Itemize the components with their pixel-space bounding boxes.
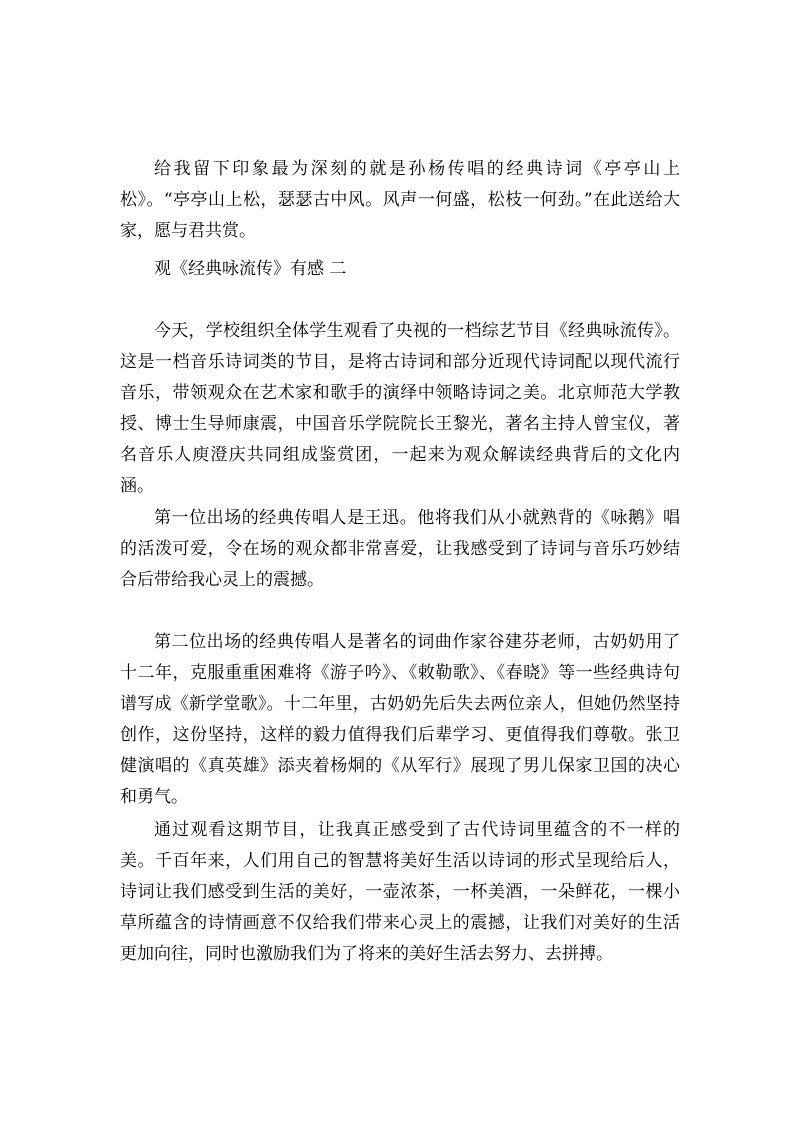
paragraph-3: 第二位出场的经典传唱人是著名的词曲作家谷建芬老师，古奶奶用了十二年，克服重重困难将《游子吟》、《敕勒歌》、《春晓》等一些经典诗句谱写成《新学堂歌》。十二年里，古奶奶先后失去两位亲人，但她仍然坚持创作，这份坚持，这样的毅力值得我们后辈学习、更值得我们尊敬。张卫健演唱的《真英雄》添夹着杨烔的《从军行》展现了男儿保家卫国的决心和勇气。 [120, 632, 680, 807]
paragraph-1: 今天，学校组织全体学生观看了央视的一档综艺节目《经典咏流传》。这是一档音乐诗词类的节目，是将古诗词和部分近现代诗词配以现代流行音乐，带领观众在艺术家和歌手的演绎中领略诗词之美。北京师范大学教授、博士生导师康震，中国音乐学院院长王黎光，著名主持人曾宝仪，著名音乐人庾澄庆共同组成鉴赏团，一起来为观众解读经典背后的文化内涵。 [120, 321, 680, 496]
paragraph-intro: 给我留下印象最为深刻的就是孙杨传唱的经典诗词《亭亭山上松》。“亭亭山上松，瑟瑟古中风。风声一何盛，松枝一何劲。”在此送给大家，愿与君共赏。 [120, 159, 680, 241]
paragraph-2: 第一位出场的经典传唱人是王迅。他将我们从小就熟背的《咏鹅》唱的活泼可爱，令在场的观众都非常喜爱，让我感受到了诗词与音乐巧妙结合后带给我心灵上的震撼。 [120, 508, 680, 590]
section-title: 观《经典咏流传》有感 二 [154, 259, 347, 279]
paragraph-4: 通过观看这期节目，让我真正感受到了古代诗词里蕴含的不一样的美。千百年来，人们用自己的智慧将美好生活以诗词的形式呈现给后人，诗词让我们感受到生活的美好，一壶浓茶，一杯美酒，一朵鲜花，一棵小草所蕴含的诗情画意不仅给我们带来心灵上的震撼，让我们对美好的生活更加向往，同时也激励我们为了将来的美好生活去努力、去拼搏。 [120, 820, 680, 964]
